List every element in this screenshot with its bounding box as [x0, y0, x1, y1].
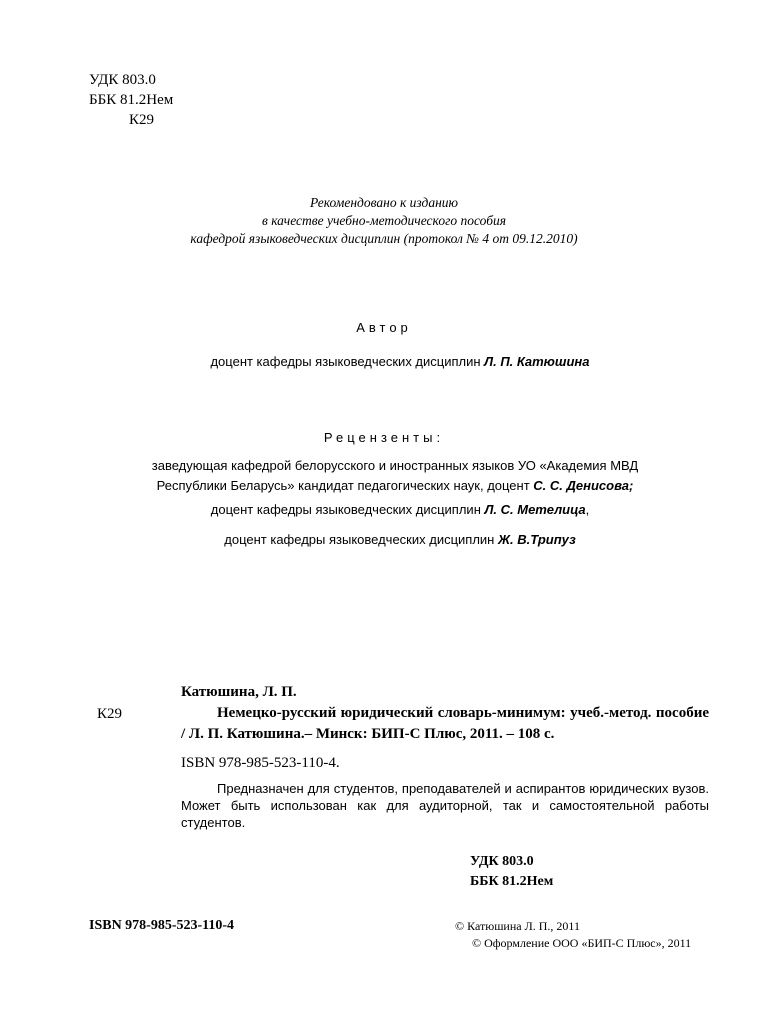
author-heading: Автор — [356, 320, 412, 335]
copyright-design: © Оформление ООО «БИП-С Плюс», 2011 — [472, 936, 692, 950]
biblio-author-mark: К29 — [97, 706, 123, 722]
annotation: Предназначен для студентов, преподавателей и аспирантов юридических вузов. Может быть использован как для аудиторной, так и самостоятельной работы студентов. — [181, 781, 709, 830]
reviewer-3 — [0, 530, 768, 550]
biblio-entry: Немецко-русский юридический словарь-минимум: учеб.-метод. пособие / Л. П. Катюшина.– Минск: БИП-С Плюс, 2011. – 108 с. — [181, 705, 709, 742]
author-name: Л. П. Катюшина — [484, 354, 590, 369]
author-line — [0, 352, 768, 372]
reviewer-1-name: С. С. Денисова; — [533, 478, 634, 493]
recommendation-line-1: Рекомендовано к изданию — [309, 195, 459, 210]
bbk-code: ББК 81.2Нем — [89, 92, 174, 108]
classification-codes-bottom — [470, 852, 553, 892]
reviewer-1-line-2: Республики Беларусь» кандидат педагогических наук, доцент С. С. Денисова; — [156, 478, 634, 493]
recommendation-block — [0, 194, 768, 248]
footer-isbn: ISBN 978-985-523-110-4 — [89, 918, 235, 933]
classification-codes — [89, 70, 173, 130]
reviewer-3-name: Ж. В.Трипуз — [497, 532, 576, 547]
reviewer-1 — [0, 456, 768, 496]
udk-code-bottom: УДК 803.0 — [470, 854, 534, 869]
reviewers-heading: Рецензенты: — [323, 430, 445, 445]
biblio-author: Катюшина, Л. П. — [181, 684, 297, 700]
copyright-block — [455, 918, 691, 952]
recommendation-line-3: кафедрой языковедческих дисциплин (протокол № 4 от 09.12.2010) — [190, 231, 578, 246]
author-role: доцент кафедры языковедческих дисциплин — [210, 354, 485, 369]
recommendation-line-2: в качестве учебно-методического пособия — [261, 213, 507, 228]
reviewer-1-line-1: заведующая кафедрой белорусского и иностранных языков УО «Академия МВД — [151, 458, 639, 473]
author-mark: К29 — [129, 112, 155, 128]
reviewer-2-name: Л. С. Метелица — [484, 502, 586, 517]
reviewer-2: доцент кафедры языковедческих дисциплин Л. С. Метелица, — [210, 502, 590, 517]
reviewer-2-role: доцент кафедры языковедческих дисциплин — [210, 502, 485, 517]
biblio-isbn: ISBN 978-985-523-110-4. — [181, 755, 340, 771]
bibliographic-record — [181, 682, 709, 774]
udk-code: УДК 803.0 — [89, 72, 156, 88]
reviewer-3-role: доцент кафедры языковедческих дисциплин — [224, 532, 498, 547]
bbk-code-bottom: ББК 81.2Нем — [470, 874, 554, 889]
copyright-author: © Катюшина Л. П., 2011 — [455, 919, 580, 933]
